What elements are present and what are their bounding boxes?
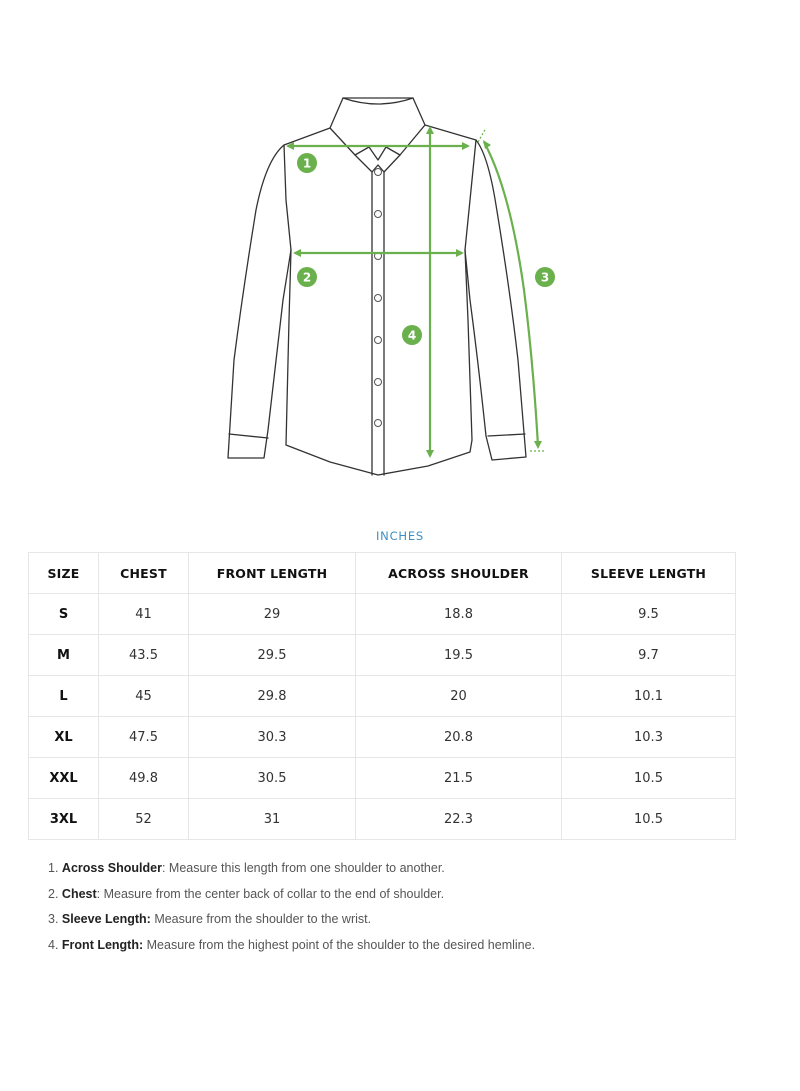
note-across-shoulder: 1. Across Shoulder: Measure this length from one shoulder to another. bbox=[48, 861, 445, 875]
header-chest: CHEST bbox=[99, 553, 189, 594]
chest-cell: 43.5 bbox=[99, 635, 189, 676]
sleeve-length-cell: 10.3 bbox=[562, 717, 736, 758]
measurement-notes bbox=[48, 858, 535, 960]
across-shoulder-cell: 22.3 bbox=[356, 799, 562, 840]
across-shoulder-cell: 21.5 bbox=[356, 758, 562, 799]
front-length-cell: 29.5 bbox=[189, 635, 356, 676]
table-row bbox=[29, 635, 736, 676]
size-cell: 3XL bbox=[29, 799, 99, 840]
marker-1-icon bbox=[297, 153, 317, 173]
size-cell: XL bbox=[29, 717, 99, 758]
across-shoulder-cell: 19.5 bbox=[356, 635, 562, 676]
front-length-cell: 29.8 bbox=[189, 676, 356, 717]
note-chest: 2. Chest: Measure from the center back of collar to the end of shoulder. bbox=[48, 886, 445, 901]
sleeve-length-cell: 9.5 bbox=[562, 594, 736, 635]
sleeve-length-cell: 10.5 bbox=[562, 799, 736, 840]
size-cell: M bbox=[29, 635, 99, 676]
marker-2-icon bbox=[297, 267, 317, 287]
header-across-shoulder: ACROSS SHOULDER bbox=[356, 553, 562, 594]
header-sleeve-length: SLEEVE LENGTH bbox=[562, 553, 736, 594]
sleeve-length-arrow bbox=[484, 142, 538, 446]
svg-text:1: 1 bbox=[302, 156, 312, 171]
size-cell: S bbox=[29, 594, 99, 635]
note-front-length: 4. Front Length: Measure from the highest point of the shoulder to the desired hemline. bbox=[48, 937, 536, 952]
table-row bbox=[29, 799, 736, 840]
across-shoulder-cell: 20.8 bbox=[356, 717, 562, 758]
front-length-cell: 29 bbox=[189, 594, 356, 635]
sleeve-length-cell: 10.5 bbox=[562, 758, 736, 799]
chest-cell: 41 bbox=[99, 594, 189, 635]
table-row bbox=[29, 594, 736, 635]
table-row bbox=[29, 717, 736, 758]
shirt-illustration bbox=[0, 0, 800, 500]
chest-cell: 47.5 bbox=[99, 717, 189, 758]
table-row bbox=[29, 758, 736, 799]
chest-cell: 45 bbox=[99, 676, 189, 717]
front-length-cell: 31 bbox=[189, 799, 356, 840]
table-row bbox=[29, 676, 736, 717]
svg-text:2: 2 bbox=[302, 270, 312, 285]
header-front-length: FRONT LENGTH bbox=[189, 553, 356, 594]
note-sleeve-length: 3. Sleeve Length: Measure from the shoulder to the wrist. bbox=[48, 912, 372, 926]
svg-text:3: 3 bbox=[540, 270, 550, 285]
sleeve-length-cell: 9.7 bbox=[562, 635, 736, 676]
unit-label: INCHES bbox=[375, 529, 425, 543]
marker-3-icon bbox=[535, 267, 555, 287]
across-shoulder-cell: 20 bbox=[356, 676, 562, 717]
front-length-cell: 30.3 bbox=[189, 717, 356, 758]
table-header-row bbox=[29, 553, 736, 594]
svg-text:4: 4 bbox=[407, 328, 417, 343]
sleeve-length-cell: 10.1 bbox=[562, 676, 736, 717]
size-cell: L bbox=[29, 676, 99, 717]
size-cell: XXL bbox=[29, 758, 99, 799]
marker-4-icon bbox=[402, 325, 422, 345]
chest-cell: 52 bbox=[99, 799, 189, 840]
across-shoulder-cell: 18.8 bbox=[356, 594, 562, 635]
shirt-measurement-diagram bbox=[0, 0, 800, 500]
chest-cell: 49.8 bbox=[99, 758, 189, 799]
header-size: SIZE bbox=[29, 553, 99, 594]
front-length-cell: 30.5 bbox=[189, 758, 356, 799]
size-chart-table bbox=[28, 552, 736, 840]
